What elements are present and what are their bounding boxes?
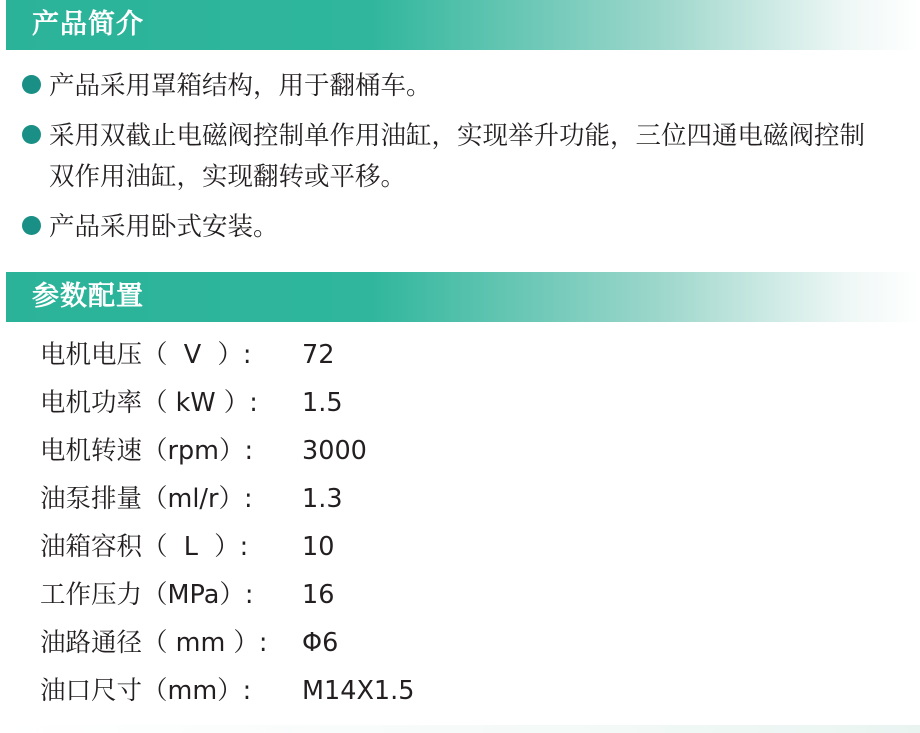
table-row	[40, 383, 920, 431]
table-row	[40, 575, 920, 623]
spec-value: 1.5	[302, 388, 343, 418]
spec-value: M14X1.5	[302, 676, 415, 706]
table-row	[40, 479, 920, 527]
table-row	[40, 671, 920, 719]
spec-label: 电机功率（ kW ）:	[40, 388, 258, 418]
spec-value: Φ6	[302, 628, 339, 658]
bullet-dot-icon	[22, 125, 41, 144]
list-item	[22, 116, 890, 198]
table-row	[40, 431, 920, 479]
bullet-text: 采用双截止电磁阀控制单作用油缸，实现举升功能，三位四通电磁阀控制双作用油缸，实现翻转或平移。	[49, 121, 866, 192]
table-row	[40, 623, 920, 671]
bottom-gradient-sliver	[0, 725, 920, 733]
spec-label: 油箱容积（ L ）:	[40, 532, 249, 562]
spec-label: 电机电压（ V ）:	[40, 340, 252, 370]
spec-label: 工作压力（MPa）:	[40, 580, 254, 610]
spec-value: 1.3	[302, 484, 343, 514]
bullet-dot-icon	[22, 75, 41, 94]
section-header-intro	[0, 0, 920, 50]
spec-label: 油口尺寸（mm）:	[40, 676, 252, 706]
spec-label: 电机转速（rpm）:	[40, 436, 254, 466]
list-item	[22, 66, 890, 107]
spec-label: 油路通径（ mm ）:	[40, 628, 268, 658]
bullet-dot-icon	[22, 216, 41, 235]
section-header-params	[0, 272, 920, 322]
bullet-text: 产品采用罩箱结构，用于翻桶车。	[49, 71, 432, 101]
table-row	[40, 527, 920, 575]
bullet-text: 产品采用卧式安装。	[49, 212, 279, 242]
table-row	[40, 335, 920, 383]
spec-label: 油泵排量（ml/r）:	[40, 484, 253, 514]
spec-table	[0, 322, 920, 719]
section-divider	[0, 262, 920, 272]
list-item	[22, 207, 890, 248]
section-title-intro: 产品简介	[32, 9, 144, 40]
section-title-params: 参数配置	[32, 281, 144, 312]
spec-value: 3000	[302, 436, 367, 466]
spec-value: 16	[302, 580, 335, 610]
spec-value: 72	[302, 340, 335, 370]
spec-value: 10	[302, 532, 335, 562]
intro-bullet-list	[0, 50, 920, 262]
